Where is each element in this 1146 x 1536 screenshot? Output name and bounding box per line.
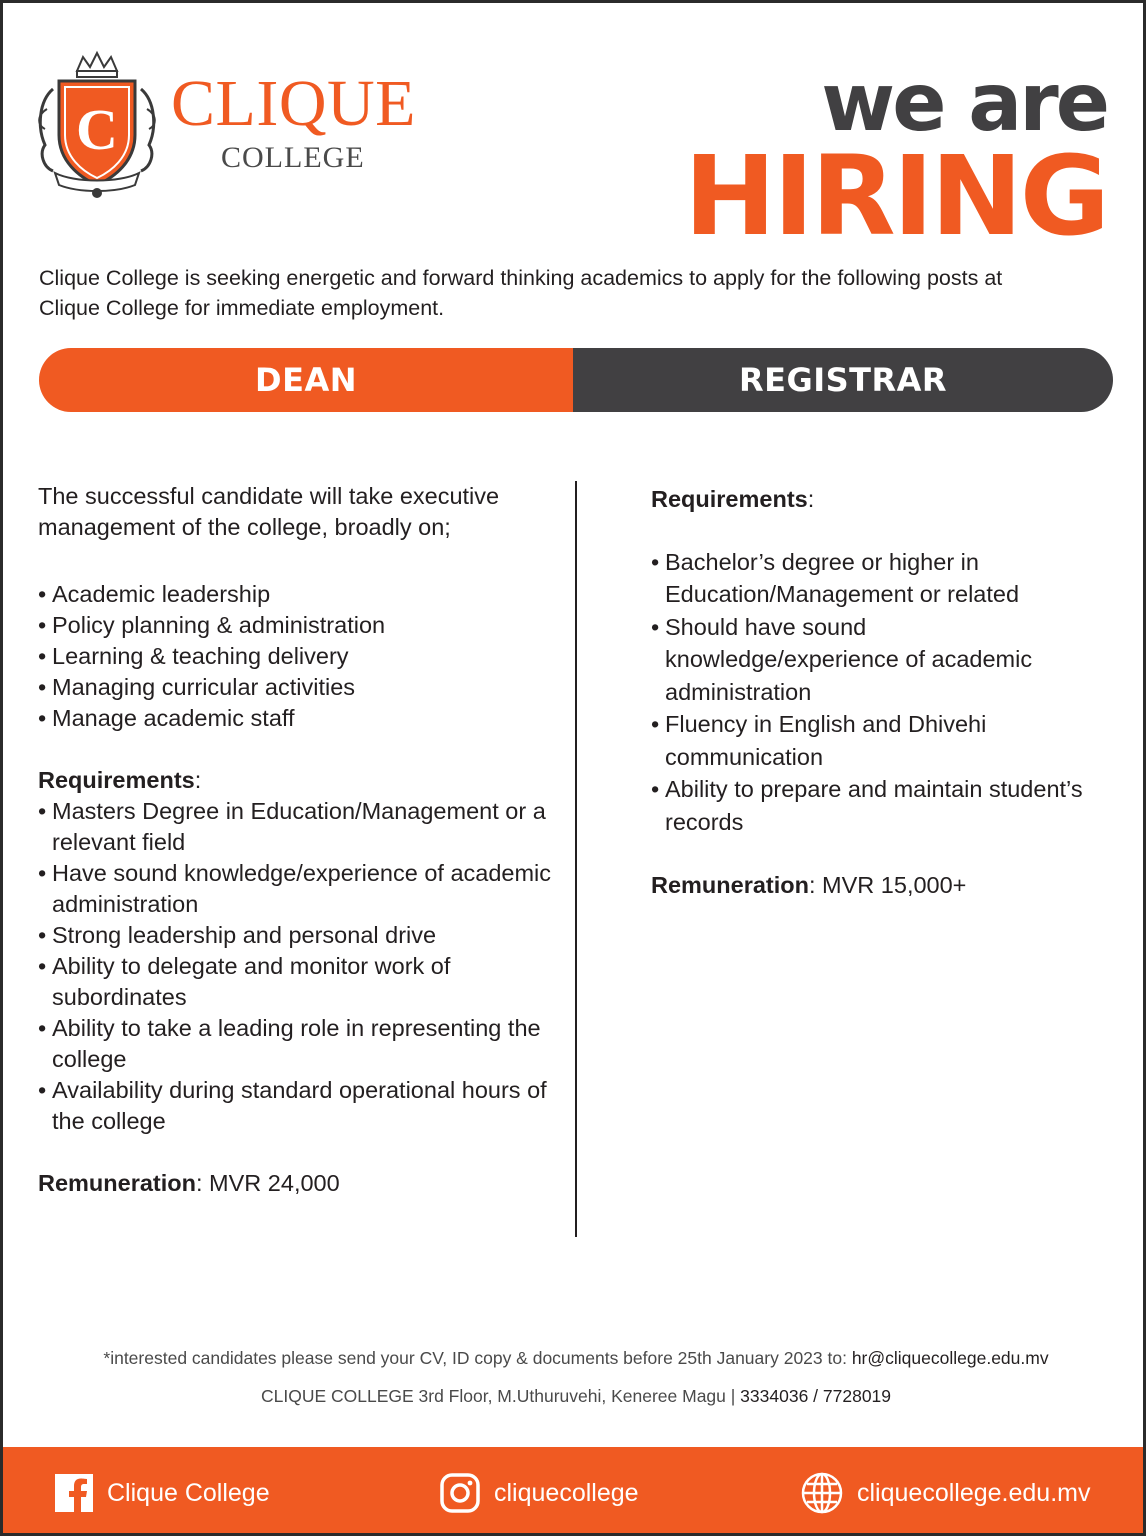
- intro-text: Clique College is seeking energetic and forward thinking academics to apply for the following posts at Clique College for immediate employment.: [39, 266, 1003, 320]
- list-item: • Availability during standard operational hours of the college: [38, 1075, 558, 1137]
- headline-hiring: HIRING: [684, 132, 1107, 260]
- address-note: [3, 1386, 1146, 1407]
- registrar-remuneration-value: : MVR 15,000+: [809, 872, 967, 898]
- registrar-requirements-label: Requirements: [651, 486, 808, 512]
- svg-text:C: C: [76, 97, 118, 162]
- list-item: • Ability to take a leading role in representing the college: [38, 1013, 558, 1075]
- dean-duties-list: [38, 579, 558, 734]
- facebook-icon: [55, 1474, 93, 1512]
- facebook-link[interactable]: [55, 1447, 270, 1536]
- list-item: • Strong leadership and personal drive: [38, 920, 558, 951]
- dean-remuneration-value: : MVR 24,000: [196, 1170, 340, 1196]
- registrar-requirements-heading: Requirements:: [651, 486, 815, 512]
- registrar-requirements-list: [651, 546, 1101, 839]
- brand-name: CLIQUE: [171, 67, 416, 140]
- apply-email-link[interactable]: hr@cliquecollege.edu.mv: [851, 1348, 1049, 1368]
- tab-registrar: REGISTRAR: [573, 348, 1113, 412]
- list-item: • Masters Degree in Education/Management or a relevant field: [38, 796, 558, 858]
- instagram-icon: [440, 1473, 480, 1513]
- dean-requirements-list: [38, 796, 558, 1137]
- dean-remuneration-label: Remuneration: [38, 1170, 196, 1196]
- list-item: • Ability to delegate and monitor work of subordinates: [38, 951, 558, 1013]
- list-item: • Ability to prepare and maintain student’s records: [651, 773, 1101, 838]
- address-text: CLIQUE COLLEGE 3rd Floor, M.Uthuruvehi, Keneree Magu |: [260, 1386, 741, 1406]
- list-item: • Fluency in English and Dhivehi communication: [651, 708, 1101, 773]
- position-tabs: [39, 348, 1113, 412]
- tab-dean: DEAN: [39, 348, 573, 412]
- website-link[interactable]: [801, 1447, 1090, 1536]
- facebook-label: Clique College: [107, 1478, 270, 1507]
- dean-remuneration: [38, 1168, 558, 1199]
- dean-summary: The successful candidate will take executive management of the college, broadly on;: [38, 483, 500, 540]
- list-item: • Bachelor’s degree or higher in Education/Management or related: [651, 546, 1101, 611]
- list-item: • Manage academic staff: [38, 703, 558, 734]
- brand-subtitle: COLLEGE: [221, 141, 365, 174]
- social-bar: [3, 1447, 1146, 1536]
- apply-note: [3, 1348, 1146, 1369]
- apply-note-text: *interested candidates please send your CV, ID copy & documents before 25th January 2023 to:: [103, 1348, 852, 1368]
- column-divider: [575, 481, 577, 1237]
- phone-numbers: 3334036 / 7728019: [740, 1386, 892, 1406]
- registrar-remuneration-label: Remuneration: [651, 872, 809, 898]
- instagram-link[interactable]: [440, 1447, 639, 1536]
- list-item: • Managing curricular activities: [38, 672, 558, 703]
- list-item: • Learning & teaching delivery: [38, 641, 558, 672]
- dean-requirements-heading: Requirements:: [38, 767, 202, 793]
- list-item: • Should have sound knowledge/experience of academic administration: [651, 611, 1101, 709]
- registrar-remuneration: [651, 869, 1101, 902]
- instagram-label: cliquecollege: [494, 1478, 639, 1507]
- list-item: • Academic leadership: [38, 579, 558, 610]
- globe-icon: [801, 1472, 843, 1514]
- registrar-column: [651, 483, 1101, 902]
- list-item: • Policy planning & administration: [38, 610, 558, 641]
- college-crest-icon: [35, 49, 160, 201]
- website-label: cliquecollege.edu.mv: [857, 1478, 1091, 1507]
- headline-top: we are: [821, 56, 1107, 149]
- dean-column: [38, 481, 558, 1199]
- list-item: • Have sound knowledge/experience of academic administration: [38, 858, 558, 920]
- dean-requirements-label: Requirements: [38, 767, 195, 793]
